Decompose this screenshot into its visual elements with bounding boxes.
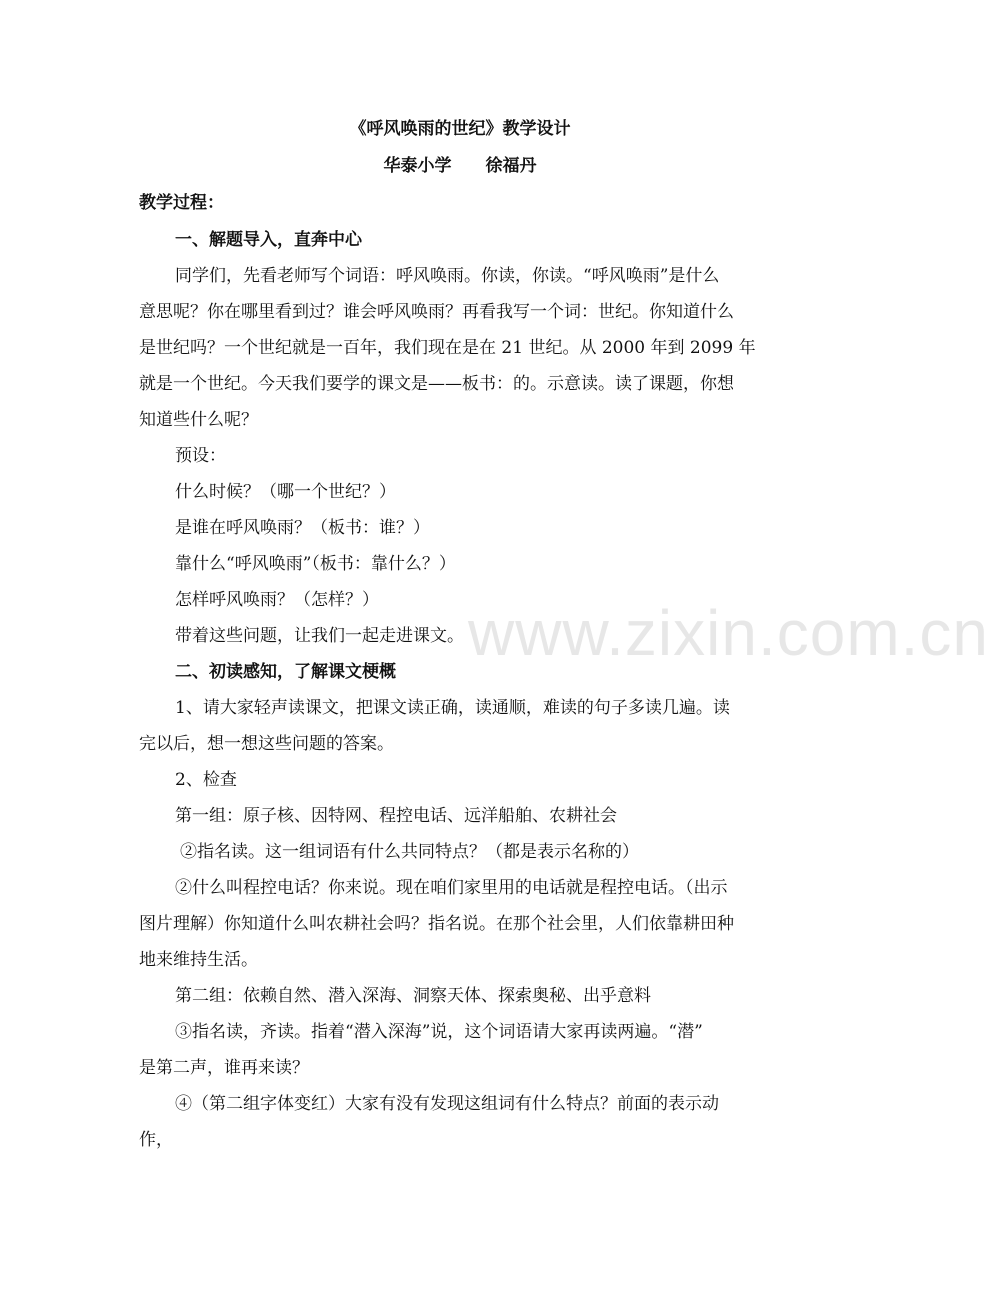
preset-question: 靠什么“呼风唤雨”（板书：靠什么？） bbox=[175, 554, 456, 574]
preset-question: 是谁在呼风唤雨？（板书：谁？） bbox=[175, 518, 430, 538]
paragraph-line: 就是一个世纪。今天我们要学的课文是——板书：的。示意读。读了课题，你想 bbox=[139, 374, 734, 394]
author-line: 华泰小学 徐福丹 bbox=[383, 156, 537, 176]
section-heading: 教学过程： bbox=[139, 193, 224, 213]
paragraph-line: 是第二声，谁再来读？ bbox=[139, 1058, 309, 1078]
preset-question: 怎样呼风唤雨？（怎样？） bbox=[175, 590, 379, 610]
preset-question: 什么时候？（哪一个世纪？） bbox=[175, 482, 396, 502]
watermark-text: www.zixin.com.cn bbox=[468, 597, 989, 669]
paragraph-line: 2、检查 bbox=[175, 770, 237, 790]
paragraph-line: 完以后，想一想这些问题的答案。 bbox=[139, 734, 394, 754]
paragraph-line: ④（第二组字体变红）大家有没有发现这组词有什么特点？前面的表示动 bbox=[175, 1094, 719, 1114]
paragraph-line: ③指名读，齐读。指着“潜入深海”说，这个词语请大家再读两遍。“潜” bbox=[175, 1022, 703, 1042]
paragraph-line: 是世纪吗？一个世纪就是一百年，我们现在是在 21 世纪。从 2000 年到 2099 年 bbox=[139, 338, 756, 358]
heading-intro: 一、解题导入，直奔中心 bbox=[175, 230, 362, 250]
paragraph-line: ②指名读。这一组词语有什么共同特点？（都是表示名称的） bbox=[180, 842, 639, 862]
paragraph-line: ②什么叫程控电话？你来说。现在咱们家里用的电话就是程控电话。（出示 bbox=[175, 878, 728, 898]
preset-label: 预设： bbox=[175, 446, 226, 466]
paragraph-line: 地来维持生活。 bbox=[139, 950, 258, 970]
document-title: 《呼风唤雨的世纪》教学设计 bbox=[349, 119, 571, 139]
paragraph-line: 同学们，先看老师写个词语：呼风唤雨。你读，你读。“呼风唤雨”是什么 bbox=[175, 266, 720, 286]
paragraph-line: 带着这些问题，让我们一起走进课文。 bbox=[175, 626, 464, 646]
heading-reading: 二、初读感知，了解课文梗概 bbox=[175, 662, 396, 682]
paragraph-line: 图片理解）你知道什么叫农耕社会吗？指名说。在那个社会里，人们依靠耕田种 bbox=[139, 914, 734, 934]
paragraph-line: 意思呢？你在哪里看到过？谁会呼风唤雨？再看我写一个词：世纪。你知道什么 bbox=[139, 302, 734, 322]
paragraph-line: 1、请大家轻声读课文，把课文读正确，读通顺，难读的句子多读几遍。读 bbox=[175, 698, 730, 718]
word-group-1: 第一组：原子核、因特网、程控电话、远洋船舶、农耕社会 bbox=[175, 806, 617, 826]
word-group-2: 第二组：依赖自然、潜入深海、洞察天体、探索奥秘、出乎意料 bbox=[175, 986, 651, 1006]
paragraph-line: 作， bbox=[139, 1130, 173, 1150]
paragraph-line: 知道些什么呢？ bbox=[139, 410, 258, 430]
